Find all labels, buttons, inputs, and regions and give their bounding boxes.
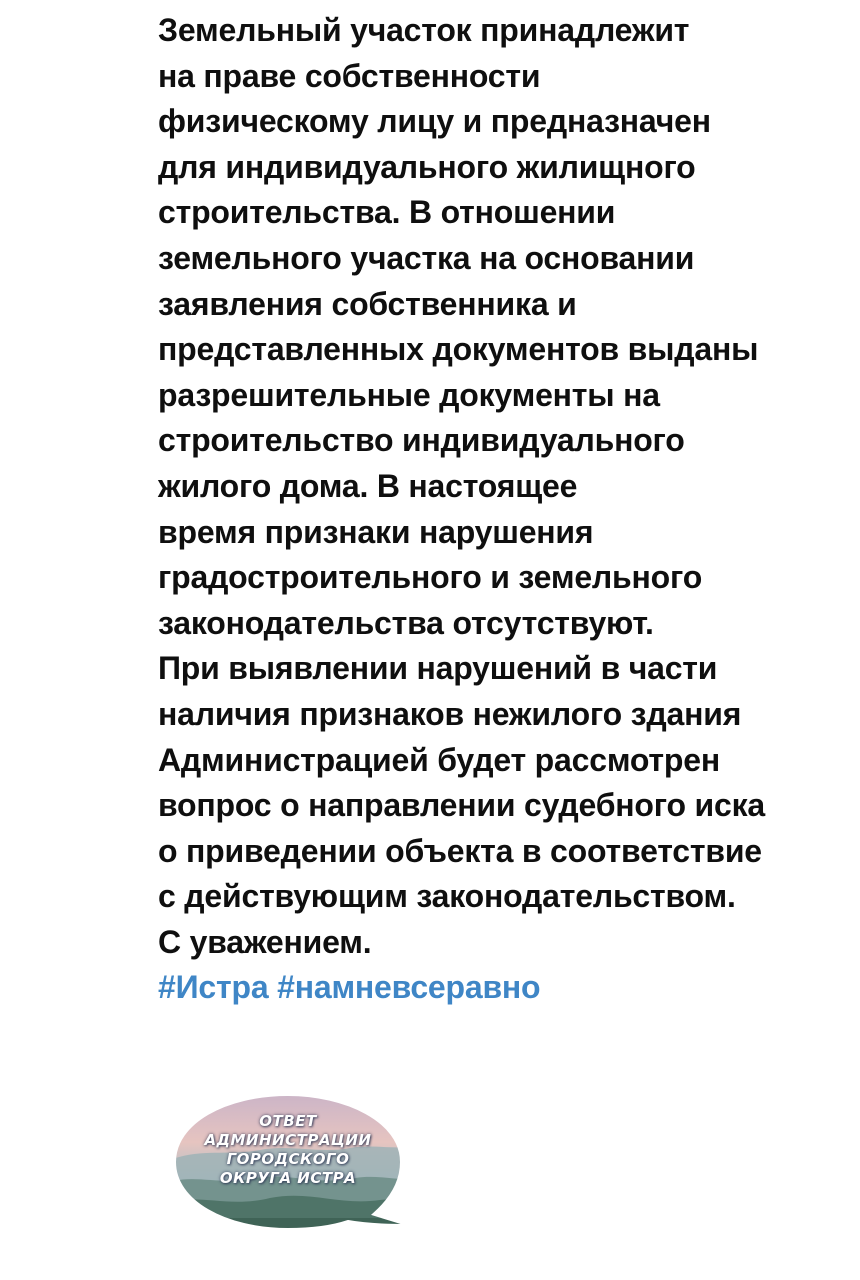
message-text xyxy=(158,8,838,1011)
message-line: законодательства отсутствуют. xyxy=(158,604,654,641)
cropped-previous-line xyxy=(158,0,446,4)
message-line: земельного участка на основании xyxy=(158,239,695,276)
message-line: Администрацией будет рассмотрен xyxy=(158,741,720,778)
message-line: физическому лицу и предназначен xyxy=(158,103,711,140)
hashtag-namnevseravno[interactable]: #намневсеравно xyxy=(277,969,541,1006)
sticker-line: ОКРУГА ИСТРА xyxy=(219,1169,357,1187)
message-line: о приведении объекта в соответствие xyxy=(158,832,762,869)
message-line: градостроительного и земельного xyxy=(158,559,703,596)
message-line: жилого дома. В настоящее xyxy=(158,467,578,504)
message-line: разрешительные документы на xyxy=(158,376,660,413)
sticker-speech-bubble[interactable] xyxy=(170,1090,420,1240)
hashtag-istra[interactable]: #Истра xyxy=(158,969,269,1006)
message-line: вопрос о направлении судебного иска xyxy=(158,787,765,824)
sticker-caption xyxy=(170,1112,406,1188)
message-line: для индивидуального жилищного xyxy=(158,148,696,185)
sticker-line: АДМИНИСТРАЦИИ xyxy=(204,1131,372,1149)
sticker-line: ГОРОДСКОГО xyxy=(226,1150,350,1168)
sticker-line: ОТВЕТ xyxy=(259,1112,317,1130)
message-line: При выявлении нарушений в части xyxy=(158,650,718,687)
message-line: с действующим законодательством. xyxy=(158,878,736,915)
message-line: на праве собственности xyxy=(158,57,541,94)
message-line: наличия признаков нежилого здания xyxy=(158,695,742,732)
message-line: Земельный участок принадлежит xyxy=(158,12,690,48)
message-line: заявления собственника и xyxy=(158,285,577,322)
message-line: строительство индивидуального xyxy=(158,422,685,459)
message-line: С уважением. xyxy=(158,923,372,960)
message-line: время признаки нарушения xyxy=(158,513,594,550)
message-line: строительства. В отношении xyxy=(158,194,616,231)
hashtag-row xyxy=(158,965,838,1011)
message-line: представленных документов выданы xyxy=(158,331,759,368)
